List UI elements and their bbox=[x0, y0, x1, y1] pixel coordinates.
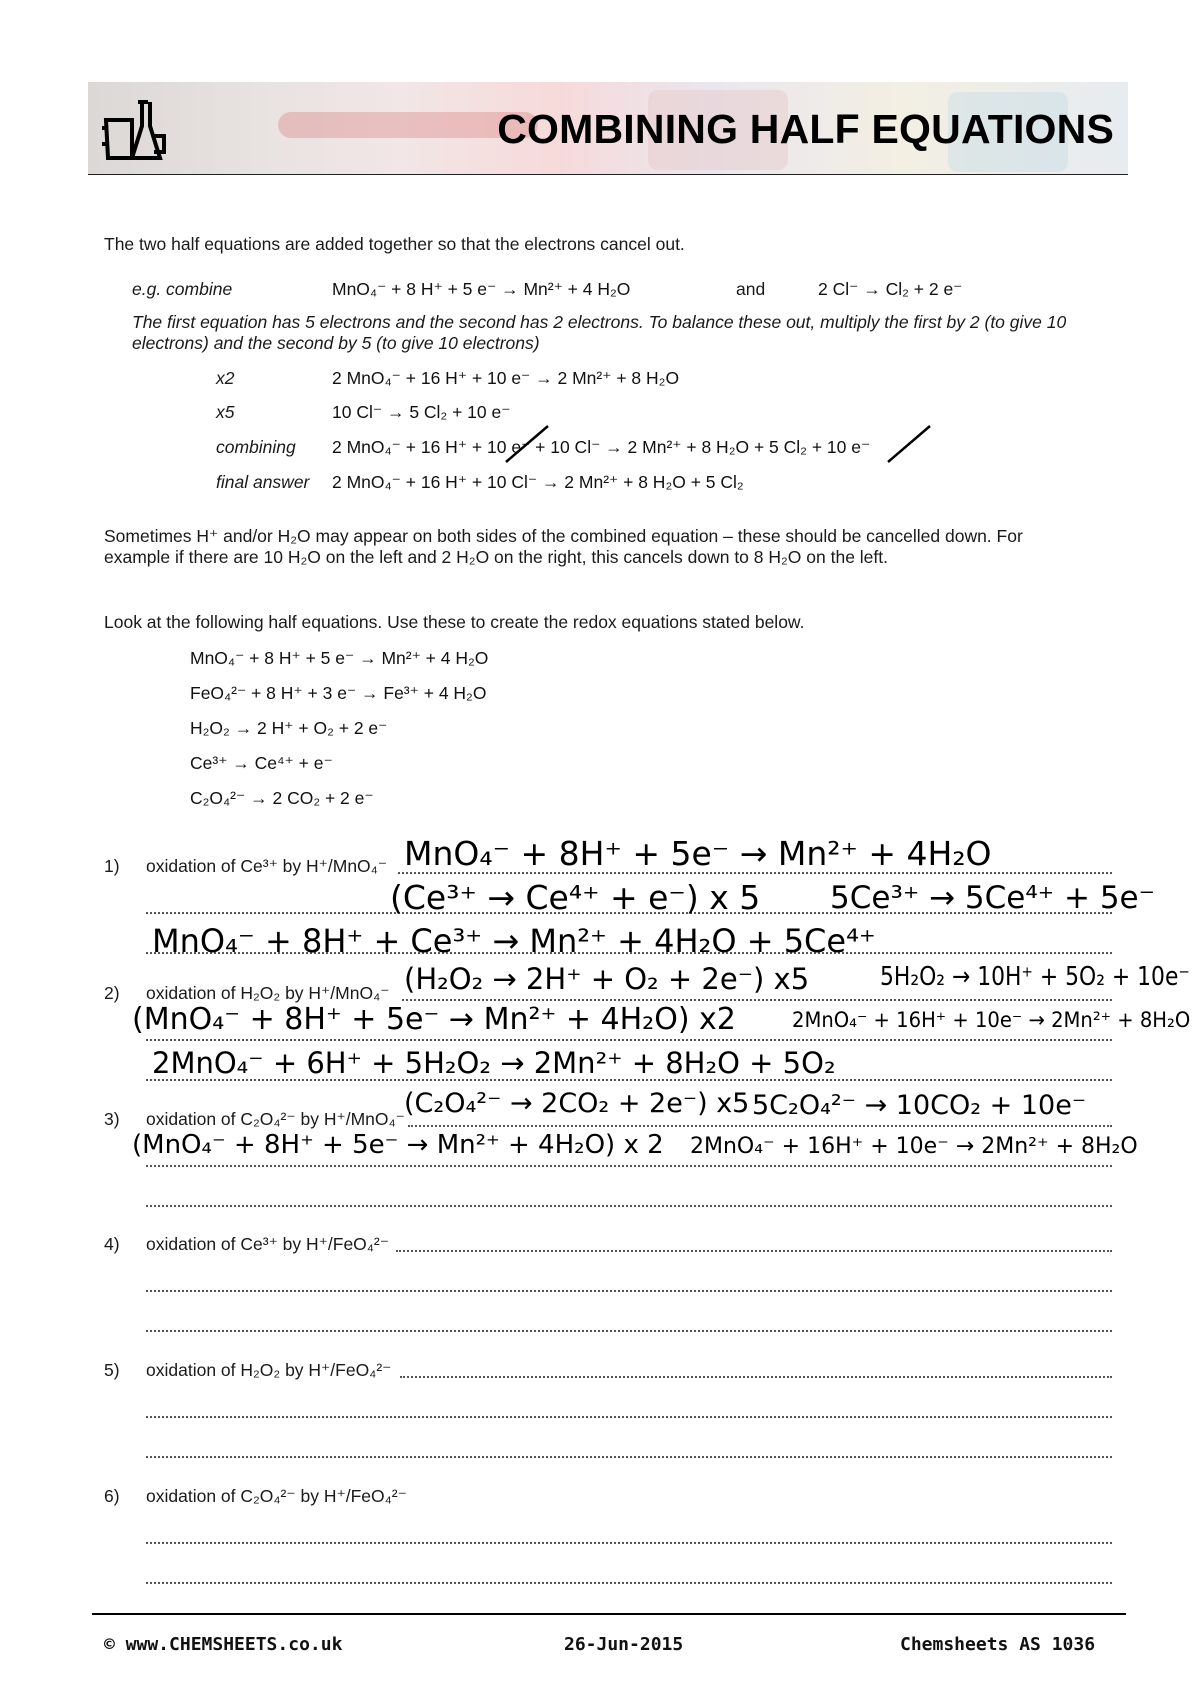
and-word: and bbox=[736, 279, 766, 299]
footer-website[interactable]: © www.CHEMSHEETS.co.uk bbox=[104, 1634, 343, 1655]
question-number: 1) bbox=[104, 856, 120, 876]
step-equation: 10 Cl⁻ → 5 Cl₂ + 10 e⁻ bbox=[332, 402, 511, 422]
question-number: 3) bbox=[104, 1109, 120, 1129]
step-equation: 2 MnO₄⁻ + 16 H⁺ + 10 e⁻ → 2 Mn²⁺ + 8 H₂O bbox=[332, 368, 680, 388]
answer-line[interactable] bbox=[146, 1205, 1112, 1207]
handwritten-answer: 2MnO₄⁻ + 6H⁺ + 5H₂O₂ → 2Mn²⁺ + 8H₂O + 5O₂ bbox=[152, 1046, 836, 1080]
half-equation: FeO₄²⁻ + 8 H⁺ + 3 e⁻ → Fe³⁺ + 4 H₂O bbox=[190, 683, 487, 703]
question-text: oxidation of H₂O₂ by H⁺/FeO₄²⁻ bbox=[146, 1360, 392, 1380]
answer-line[interactable] bbox=[146, 1416, 1112, 1418]
half-equation: MnO₄⁻ + 8 H⁺ + 5 e⁻ → Mn²⁺ + 4 H₂O bbox=[190, 648, 489, 668]
handwritten-answer: (Ce³⁺ → Ce⁴⁺ + e⁻) x 5 bbox=[390, 878, 761, 917]
answer-line[interactable] bbox=[146, 1582, 1112, 1584]
half-equation: Ce³⁺ → Ce⁴⁺ + e⁻ bbox=[190, 753, 333, 773]
intro-text: The two half equations are added together so that the electrons cancel out. bbox=[104, 234, 685, 254]
half-equation: H₂O₂ → 2 H⁺ + O₂ + 2 e⁻ bbox=[190, 718, 388, 738]
footer-date: 26-Jun-2015 bbox=[564, 1634, 684, 1655]
example-equation-1: MnO₄⁻ + 8 H⁺ + 5 e⁻ → Mn²⁺ + 4 H₂O bbox=[332, 279, 631, 299]
sometimes-line2: example if there are 10 H₂O on the left and 2 H₂O on the right, this cancels down to 8 H₂O on the left. bbox=[104, 547, 888, 567]
question-text: oxidation of C₂O₄²⁻ by H⁺/FeO₄²⁻ bbox=[146, 1486, 407, 1506]
handwritten-answer: 5C₂O₄²⁻ → 10CO₂ + 10e⁻ bbox=[752, 1090, 1087, 1121]
question-text: oxidation of Ce³⁺ by H⁺/MnO₄⁻ bbox=[146, 856, 388, 876]
answer-line[interactable] bbox=[146, 1456, 1112, 1458]
handwritten-answer: MnO₄⁻ + 8H⁺ + Ce³⁺ → Mn²⁺ + 4H₂O + 5Ce⁴⁺ bbox=[152, 922, 876, 960]
question-number: 2) bbox=[104, 983, 120, 1003]
balancing-note-line1: The first equation has 5 electrons and the second has 2 electrons. To balance these out, multiply the first by 2 (to give 10 bbox=[132, 312, 1067, 332]
step-label: combining bbox=[216, 437, 296, 457]
answer-line[interactable] bbox=[146, 1290, 1112, 1292]
step-label: final answer bbox=[216, 472, 310, 492]
electron-cancel-marks bbox=[500, 422, 960, 466]
step-equation: 2 MnO₄⁻ + 16 H⁺ + 10 e⁻ + 10 Cl⁻ → 2 Mn²⁺ + 8 H₂O + 5 Cl₂ + 10 e⁻ bbox=[332, 437, 871, 457]
handwritten-answer: MnO₄⁻ + 8H⁺ + 5e⁻ → Mn²⁺ + 4H₂O bbox=[404, 834, 992, 873]
half-equation: C₂O₄²⁻ → 2 CO₂ + 2 e⁻ bbox=[190, 788, 374, 808]
question-number: 5) bbox=[104, 1360, 120, 1380]
balancing-note-line2: electrons) and the second by 5 (to give 10 electrons) bbox=[132, 333, 540, 353]
question-text: oxidation of Ce³⁺ by H⁺/FeO₄²⁻ bbox=[146, 1234, 389, 1254]
handwritten-answer: (C₂O₄²⁻ → 2CO₂ + 2e⁻) x5 bbox=[404, 1088, 750, 1119]
answer-line[interactable] bbox=[146, 1542, 1112, 1544]
page-title: COMBINING HALF EQUATIONS bbox=[497, 106, 1114, 152]
example-equation-2: 2 Cl⁻ → Cl₂ + 2 e⁻ bbox=[818, 279, 963, 299]
answer-line[interactable] bbox=[400, 1376, 1112, 1378]
footer-sheet-id: Chemsheets AS 1036 bbox=[900, 1634, 1096, 1655]
handwritten-answer: (H₂O₂ → 2H⁺ + O₂ + 2e⁻) x5 bbox=[404, 962, 810, 996]
answer-line[interactable] bbox=[146, 1330, 1112, 1332]
lab-glassware-logo bbox=[102, 96, 172, 164]
question-text: oxidation of C₂O₄²⁻ by H⁺/MnO₄⁻ bbox=[146, 1109, 405, 1129]
step-label: x5 bbox=[216, 402, 235, 422]
step-label: x2 bbox=[216, 368, 235, 388]
sometimes-line1: Sometimes H⁺ and/or H₂O may appear on both sides of the combined equation – these should be cancelled down. For bbox=[104, 526, 1023, 546]
answer-line[interactable] bbox=[408, 1125, 1112, 1127]
answer-line[interactable] bbox=[146, 1165, 1112, 1167]
handwritten-answer: 2MnO₄⁻ + 16H⁺ + 10e⁻ → 2Mn²⁺ + 8H₂O bbox=[690, 1134, 1138, 1159]
task-intro: Look at the following half equations. Use these to create the redox equations stated below. bbox=[104, 612, 805, 632]
question-number: 4) bbox=[104, 1234, 120, 1254]
answer-line[interactable] bbox=[396, 1250, 1112, 1252]
question-number: 6) bbox=[104, 1486, 120, 1506]
header-banner bbox=[88, 82, 1128, 175]
handwritten-answer: (MnO₄⁻ + 8H⁺ + 5e⁻ → Mn²⁺ + 4H₂O) x2 bbox=[132, 1002, 736, 1037]
footer-divider bbox=[92, 1613, 1126, 1615]
step-equation: 2 MnO₄⁻ + 16 H⁺ + 10 Cl⁻ → 2 Mn²⁺ + 8 H₂O + 5 Cl₂ bbox=[332, 472, 744, 492]
question-text: oxidation of H₂O₂ by H⁺/MnO₄⁻ bbox=[146, 983, 390, 1003]
answer-line[interactable] bbox=[402, 999, 1112, 1001]
handwritten-answer: 5Ce³⁺ → 5Ce⁴⁺ + 5e⁻ bbox=[830, 880, 1155, 916]
handwritten-answer: (MnO₄⁻ + 8H⁺ + 5e⁻ → Mn²⁺ + 4H₂O) x 2 bbox=[132, 1130, 664, 1160]
handwritten-answer: 5H₂O₂ → 10H⁺ + 5O₂ + 10e⁻ bbox=[880, 962, 1190, 992]
example-label: e.g. combine bbox=[132, 279, 233, 299]
answer-line[interactable] bbox=[146, 1039, 1112, 1041]
handwritten-answer: 2MnO₄⁻ + 16H⁺ + 10e⁻ → 2Mn²⁺ + 8H₂O bbox=[792, 1008, 1191, 1032]
